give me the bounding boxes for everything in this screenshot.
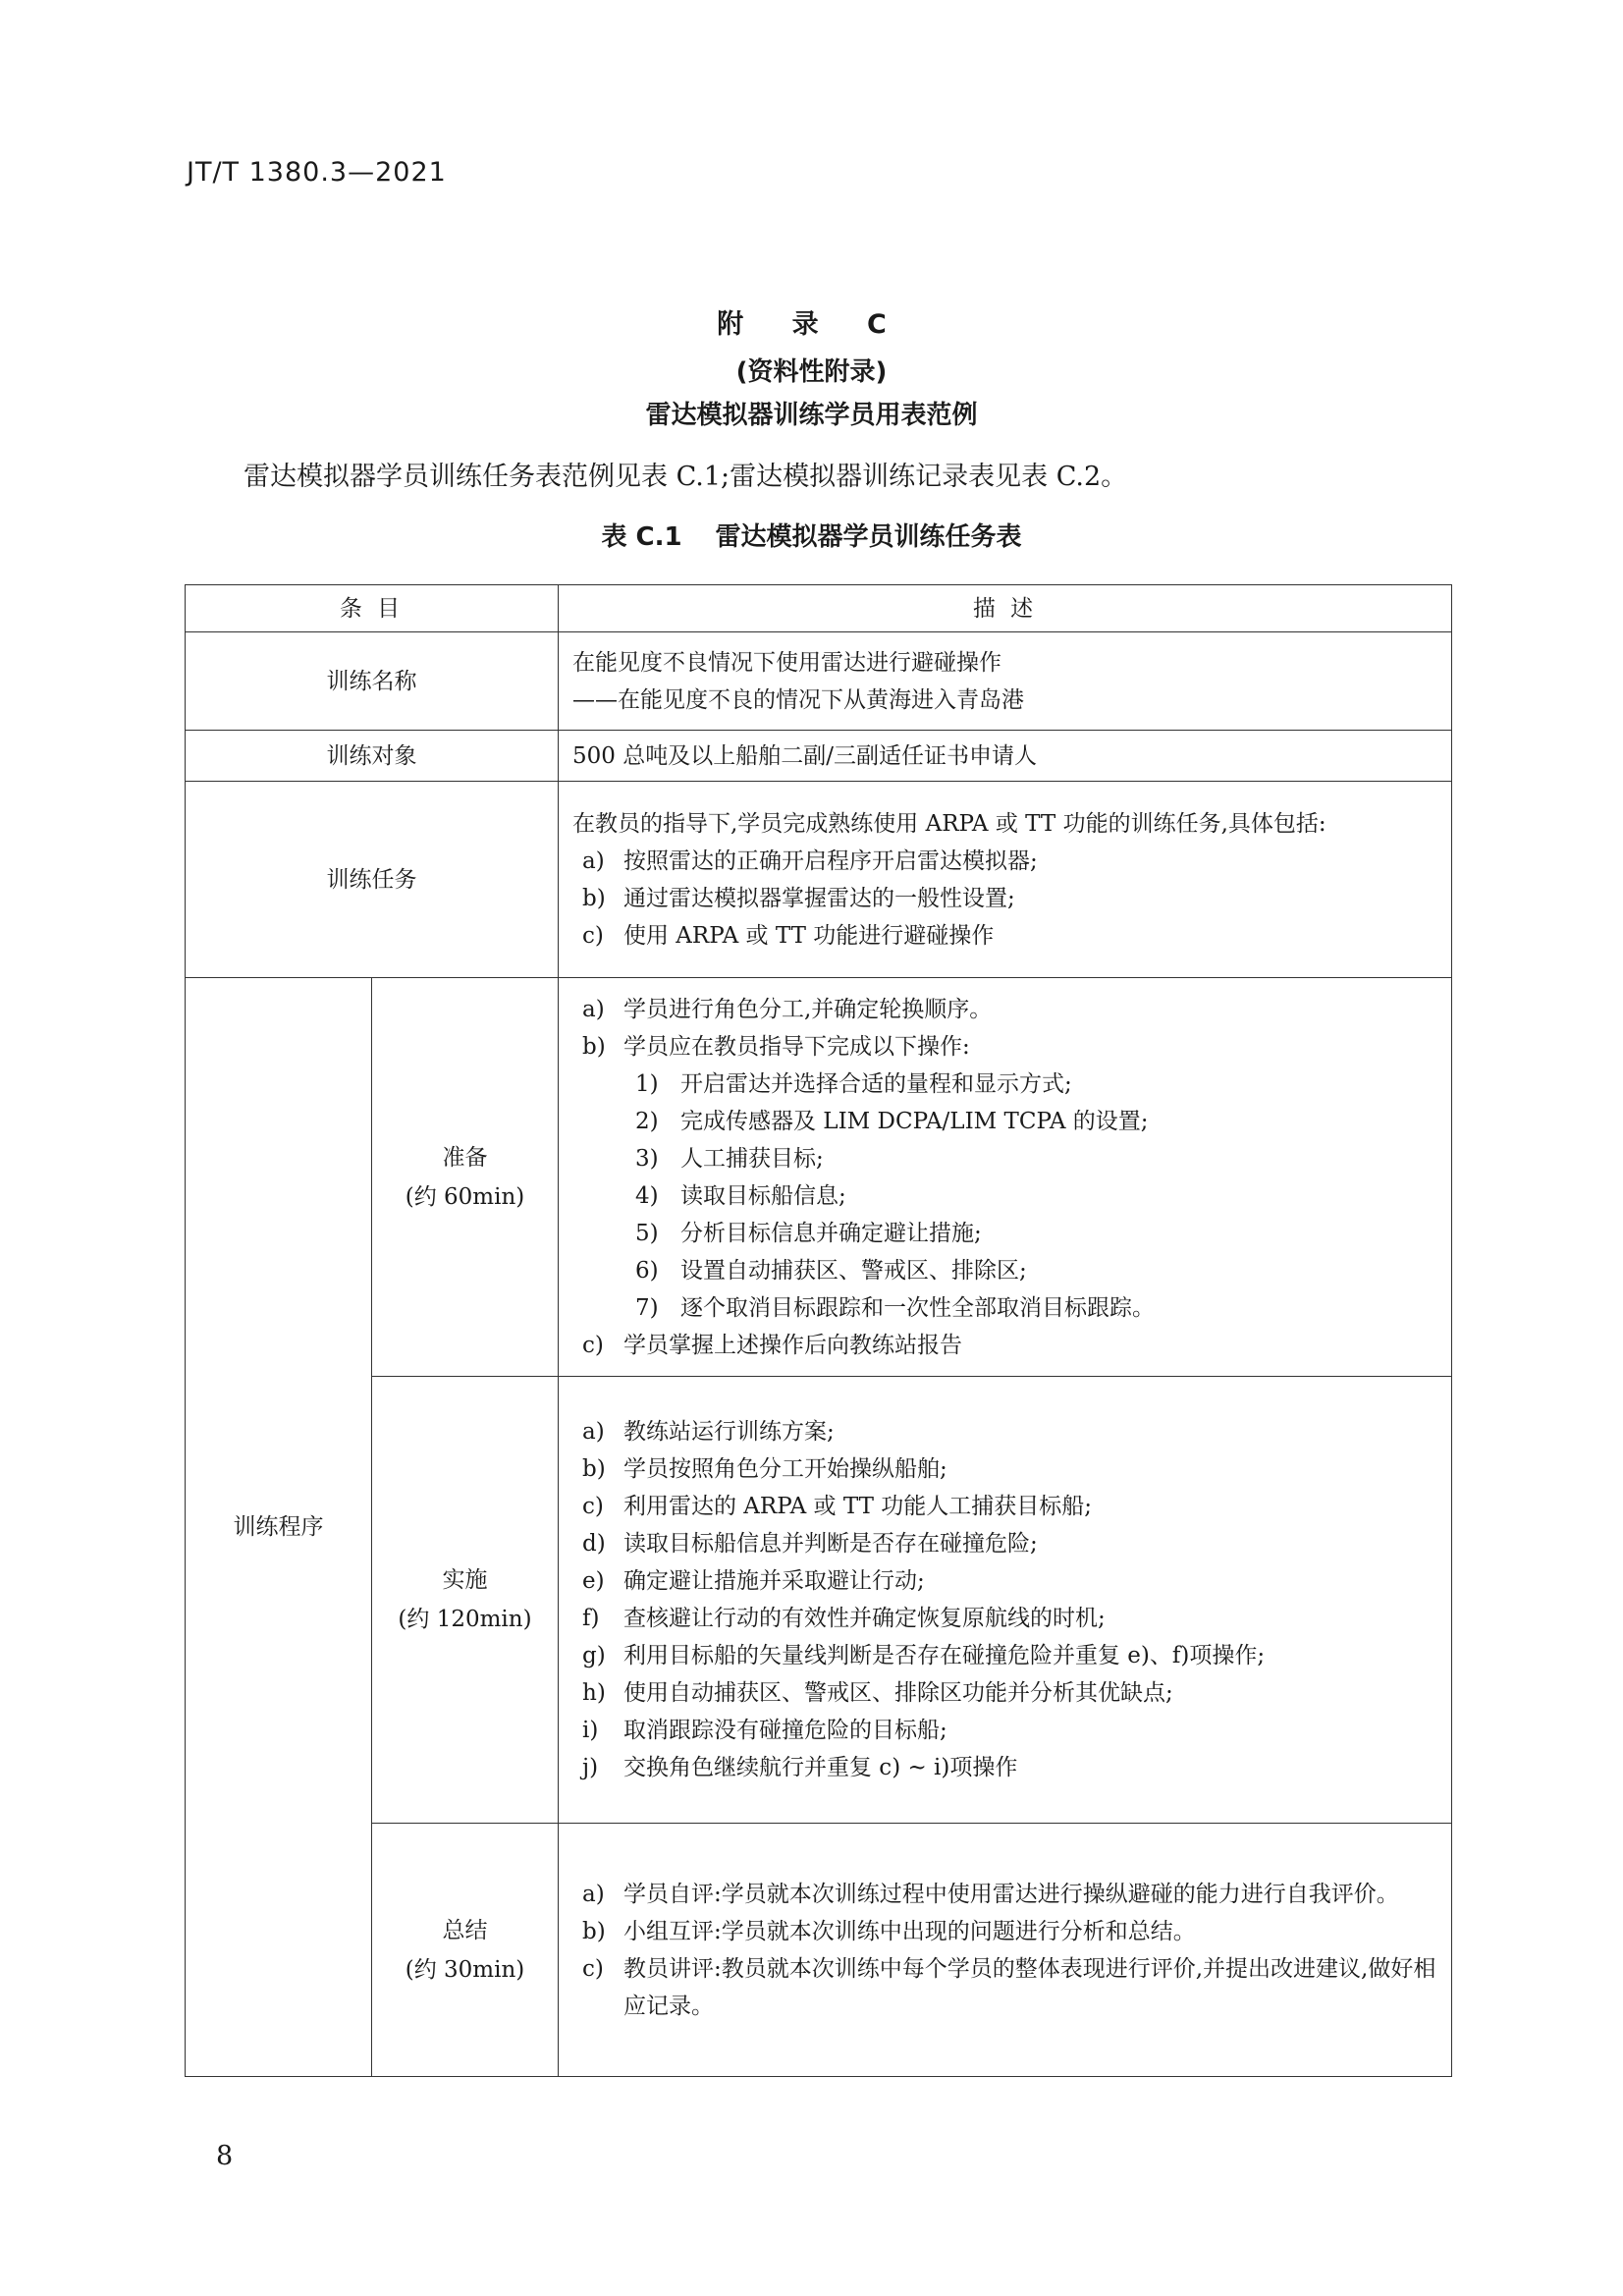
list-marker: a) bbox=[582, 1881, 605, 1907]
header-item: 条 目 bbox=[186, 585, 559, 632]
list-item bbox=[572, 1674, 1437, 1712]
table-row bbox=[186, 782, 1452, 978]
sub-label-name: 总结 bbox=[442, 1917, 488, 1943]
sub-label-implementation bbox=[372, 1377, 559, 1824]
list-item bbox=[572, 1950, 1437, 2025]
header-description: 描 述 bbox=[559, 585, 1452, 632]
sub-list-item bbox=[572, 1177, 1437, 1215]
row-desc-implementation bbox=[559, 1377, 1452, 1824]
list-text: 学员自评:学员就本次训练过程中使用雷达进行操纵避碰的能力进行自我评价。 bbox=[623, 1881, 1399, 1907]
list-marker: i) bbox=[582, 1718, 599, 1743]
list-text: 学员应在教员指导下完成以下操作: bbox=[623, 1033, 970, 1060]
list-text: 完成传感器及 LIM DCPA/LIM TCPA 的设置; bbox=[680, 1108, 1149, 1134]
sub-list-item bbox=[572, 1066, 1437, 1103]
list-text: 分析目标信息并确定避让措施; bbox=[680, 1220, 982, 1246]
desc-line: ——在能见度不良的情况下从黄海进入青岛港 bbox=[572, 686, 1024, 713]
intro-paragraph: 雷达模拟器学员训练任务表范例见表 C.1;雷达模拟器训练记录表见表 C.2。 bbox=[243, 462, 1128, 492]
sub-list-item bbox=[572, 1215, 1437, 1252]
list-item bbox=[572, 1637, 1437, 1674]
list-marker: a) bbox=[582, 1419, 605, 1445]
list-marker: 4) bbox=[635, 1182, 659, 1209]
list-marker: 1) bbox=[635, 1070, 659, 1097]
table-row bbox=[186, 1824, 1452, 2077]
list-marker: e) bbox=[582, 1568, 605, 1594]
row-label-training-target: 训练对象 bbox=[186, 731, 559, 782]
sub-label-preparation bbox=[372, 978, 559, 1377]
table-caption-title: 雷达模拟器学员训练任务表 bbox=[715, 522, 1022, 552]
list-text: 确定避让措施并采取避让行动; bbox=[623, 1568, 925, 1594]
sub-list-item bbox=[572, 1140, 1437, 1177]
list-marker: h) bbox=[582, 1680, 606, 1706]
list-marker: j) bbox=[582, 1755, 599, 1780]
list-text: 取消跟踪没有碰撞危险的目标船; bbox=[623, 1718, 947, 1743]
list-text: 人工捕获目标; bbox=[680, 1145, 824, 1172]
sub-label-duration: (约 120min) bbox=[398, 1607, 532, 1632]
list-text: 学员掌握上述操作后向教练站报告 bbox=[623, 1332, 962, 1358]
list-text: 查核避让行动的有效性并确定恢复原航线的时机; bbox=[623, 1606, 1106, 1631]
list-text: 逐个取消目标跟踪和一次性全部取消目标跟踪。 bbox=[680, 1294, 1155, 1321]
list-text: 教练站运行训练方案; bbox=[623, 1419, 835, 1445]
list-item bbox=[572, 1600, 1437, 1637]
page-number: 8 bbox=[216, 2141, 234, 2171]
list-marker: g) bbox=[582, 1643, 606, 1668]
desc-line: 在教员的指导下,学员完成熟练使用 ARPA 或 TT 功能的训练任务,具体包括: bbox=[572, 810, 1326, 837]
row-desc-preparation bbox=[559, 978, 1452, 1377]
training-task-table bbox=[185, 584, 1452, 2077]
sub-label-name: 准备 bbox=[442, 1144, 488, 1171]
list-item bbox=[572, 1525, 1437, 1562]
list-marker: c) bbox=[582, 1494, 604, 1519]
list-text: 学员按照角色分工开始操纵船舶; bbox=[623, 1456, 947, 1482]
list-text: 使用 ARPA 或 TT 功能进行避碰操作 bbox=[623, 922, 995, 949]
list-text: 读取目标船信息; bbox=[680, 1182, 846, 1209]
table-caption bbox=[0, 517, 1623, 553]
list-text: 利用雷达的 ARPA 或 TT 功能人工捕获目标船; bbox=[623, 1494, 1093, 1519]
list-text: 开启雷达并选择合适的量程和显示方式; bbox=[680, 1070, 1072, 1097]
list-marker: a) bbox=[582, 996, 605, 1022]
table-row bbox=[186, 978, 1452, 1377]
document-code: JT/T 1380.3—2021 bbox=[187, 157, 447, 188]
row-desc-summary bbox=[559, 1824, 1452, 2077]
sub-label-summary bbox=[372, 1824, 559, 2077]
list-item bbox=[572, 1913, 1437, 1950]
list-marker: c) bbox=[582, 922, 604, 949]
table-header-row bbox=[186, 585, 1452, 632]
list-text: 按照雷达的正确开启程序开启雷达模拟器; bbox=[623, 847, 1038, 874]
row-desc-training-task bbox=[559, 782, 1452, 978]
list-text: 使用自动捕获区、警戒区、排除区功能并分析其优缺点; bbox=[623, 1680, 1173, 1706]
list-item bbox=[572, 991, 1437, 1028]
table-caption-number: 表 C.1 bbox=[601, 522, 682, 552]
list-marker: b) bbox=[582, 885, 606, 911]
list-marker: b) bbox=[582, 1918, 606, 1944]
list-marker: a) bbox=[582, 847, 605, 874]
list-marker: f) bbox=[582, 1606, 600, 1631]
sub-label-duration: (约 30min) bbox=[405, 1956, 525, 1983]
row-desc-training-name bbox=[559, 632, 1452, 731]
list-text: 通过雷达模拟器掌握雷达的一般性设置; bbox=[623, 885, 1015, 911]
list-marker: b) bbox=[582, 1033, 606, 1060]
sub-list-item bbox=[572, 1252, 1437, 1289]
table-row bbox=[186, 632, 1452, 731]
list-item bbox=[572, 1712, 1437, 1749]
list-marker: 5) bbox=[635, 1220, 659, 1246]
list-text: 读取目标船信息并判断是否存在碰撞危险; bbox=[623, 1531, 1038, 1557]
appendix-title: 附 录 C bbox=[717, 309, 906, 340]
list-marker: 6) bbox=[635, 1257, 659, 1284]
list-item bbox=[572, 1876, 1437, 1913]
list-item bbox=[572, 1413, 1437, 1450]
table-row bbox=[186, 731, 1452, 782]
list-item bbox=[572, 1450, 1437, 1488]
row-label-training-name: 训练名称 bbox=[186, 632, 559, 731]
list-item bbox=[572, 1749, 1437, 1786]
sub-list-item bbox=[572, 1103, 1437, 1140]
appendix-type: (资料性附录) bbox=[735, 357, 888, 387]
list-marker: d) bbox=[582, 1531, 606, 1557]
list-text: 设置自动捕获区、警戒区、排除区; bbox=[680, 1257, 1027, 1284]
row-label-training-procedure: 训练程序 bbox=[186, 978, 372, 2077]
list-text: 小组互评:学员就本次训练中出现的问题进行分析和总结。 bbox=[623, 1918, 1196, 1944]
list-item bbox=[572, 880, 1437, 917]
list-item bbox=[572, 843, 1437, 880]
row-label-training-task: 训练任务 bbox=[186, 782, 559, 978]
list-text: 教员讲评:教员就本次训练中每个学员的整体表现进行评价,并提出改进建议,做好相应记录。 bbox=[623, 1955, 1436, 2019]
list-marker: 7) bbox=[635, 1294, 659, 1321]
desc-line: 在能见度不良情况下使用雷达进行避碰操作 bbox=[572, 649, 1001, 676]
list-text: 交换角色继续航行并重复 c) ~ i)项操作 bbox=[623, 1755, 1018, 1780]
list-item bbox=[572, 1327, 1437, 1364]
list-marker: c) bbox=[582, 1955, 604, 1982]
list-text: 学员进行角色分工,并确定轮换顺序。 bbox=[623, 996, 993, 1022]
sub-label-duration: (约 60min) bbox=[405, 1183, 525, 1210]
list-item bbox=[572, 1488, 1437, 1525]
list-item bbox=[572, 917, 1437, 955]
list-marker: b) bbox=[582, 1456, 606, 1482]
list-item bbox=[572, 1562, 1437, 1600]
list-marker: 2) bbox=[635, 1108, 659, 1134]
appendix-name: 雷达模拟器训练学员用表范例 bbox=[645, 401, 978, 430]
list-marker: c) bbox=[582, 1332, 604, 1358]
list-marker: 3) bbox=[635, 1145, 659, 1172]
table-row bbox=[186, 1377, 1452, 1824]
sub-list-item bbox=[572, 1289, 1437, 1327]
list-item bbox=[572, 1028, 1437, 1066]
list-text: 利用目标船的矢量线判断是否存在碰撞危险并重复 e)、f)项操作; bbox=[623, 1643, 1266, 1668]
sub-label-name: 实施 bbox=[442, 1567, 488, 1593]
row-desc-training-target: 500 总吨及以上船舶二副/三副适任证书申请人 bbox=[559, 731, 1452, 782]
